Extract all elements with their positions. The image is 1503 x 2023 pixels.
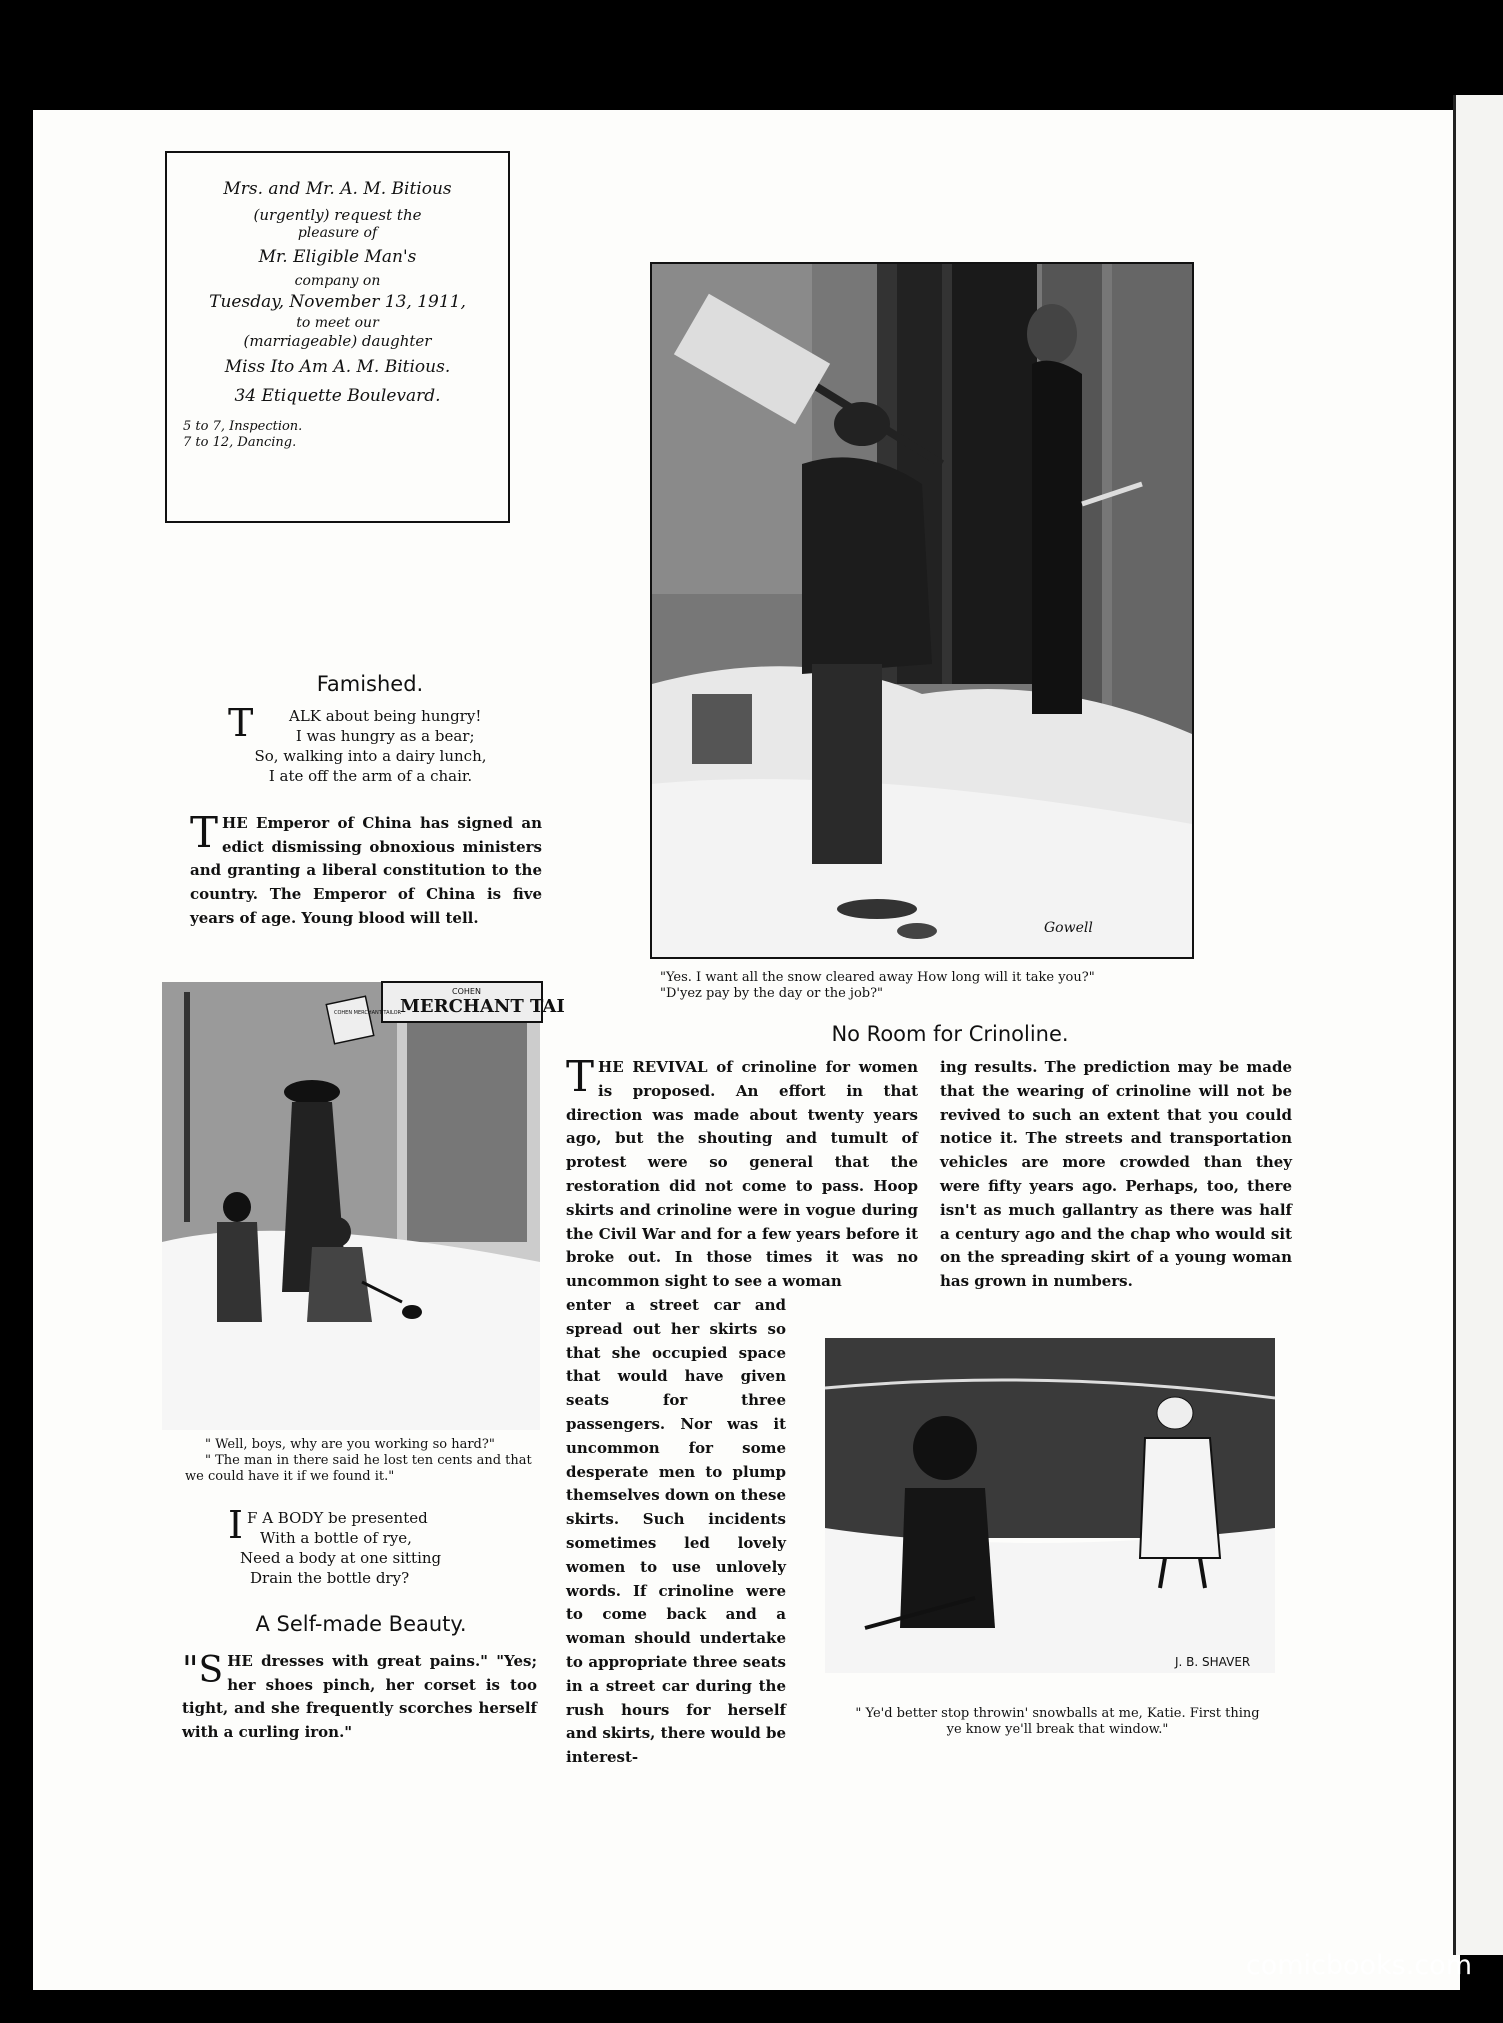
verse-line: So, walking into a dairy lunch, <box>254 747 487 765</box>
caption-line: "Yes. I want all the snow cleared away How long will it take you?" <box>660 970 1095 985</box>
verse-line: Drain the bottle dry? <box>250 1569 410 1587</box>
verse-line: Need a body at one sitting <box>240 1549 442 1567</box>
verse-line: F A BODY be presented <box>247 1509 428 1527</box>
crinoline-column-1b <box>566 1294 786 1770</box>
snow-cartoon-caption <box>660 970 1200 1002</box>
invitation-line: 34 Etiquette Boulevard. <box>234 386 441 406</box>
emperor-paragraph <box>190 808 542 931</box>
invitation-line: to meet our <box>296 315 379 331</box>
snow-cartoon-drawing <box>652 264 1192 957</box>
invitation-times <box>167 419 508 451</box>
snow-cartoon-illustration <box>650 262 1194 959</box>
caption-line: " Well, boys, why are you working so hard?" <box>205 1437 495 1452</box>
invitation-line: (urgently) request the <box>253 206 422 224</box>
verse-line: With a bottle of rye, <box>260 1529 412 1547</box>
invitation-line: company on <box>294 273 381 289</box>
caption-line: " The man in there said he lost ten cents and that we could have it if we found it." <box>185 1453 532 1484</box>
verse-line: I ate off the arm of a chair. <box>268 767 473 785</box>
paragraph-text: enter a street car and spread out her skirts so that she occupied space that would have given seats for three passengers. Nor was it uncommon for some desperate men to plump themselves down on these skirts. Such incidents sometimes led lovely women to use unlovely words. If crinoline were to come back and a woman should undertake to appropriate three seats in a street car during the rush hours for herself and skirts, there would be interest- <box>566 1296 786 1767</box>
drop-cap: I <box>228 1503 244 1547</box>
snowball-cartoon-drawing <box>825 1328 1275 1688</box>
verse-line: ALK about being hungry! <box>288 707 482 725</box>
famished-title: Famished. <box>316 672 424 696</box>
watermark: comicbooks.com <box>1245 1950 1472 1981</box>
boys-cartoon-caption <box>185 1437 540 1485</box>
caption-line: " Ye'd better stop throwin' snowballs at me, Katie. First thing <box>855 1706 1260 1721</box>
hanging-sign: COHEN MERCHANT TAILOR <box>334 1010 402 1016</box>
famished-verse <box>228 701 513 786</box>
snowball-cartoon-illustration <box>825 1328 1275 1688</box>
artist-signature: J. B. SHAVER <box>1175 1655 1251 1669</box>
invitation-line: Mr. Eligible Man's <box>258 247 417 267</box>
paragraph-text: HE REVIVAL of crinoline for women is proposed. An effort in that direction was made about twenty years ago, but the shouting and tumult of protest were so general that the restoration did not come to pass. Hoop skirts and crinoline were in vogue during the Civil War and for a few years before it broke out. In those times it was no uncommon sight to see a woman <box>566 1058 918 1291</box>
drop-cap: T <box>566 1052 595 1101</box>
shop-sign: MERCHANT TAI <box>400 996 565 1017</box>
invitation-line: Miss Ito Am A. M. Bitious. <box>224 357 451 377</box>
invitation-line: (marriageable) daughter <box>243 332 432 350</box>
self-made-paragraph <box>182 1650 537 1745</box>
invitation-line: Mrs. and Mr. A. M. Bitious <box>223 179 452 199</box>
crinoline-title: No Room for Crinoline. <box>831 1022 1069 1046</box>
snowball-cartoon-caption <box>820 1706 1295 1738</box>
drop-cap: T <box>228 701 254 745</box>
shop-sign-small: COHEN <box>452 987 481 996</box>
invitation-line: Tuesday, November 13, 1911, <box>209 292 466 312</box>
crinoline-column-1 <box>566 1052 918 1294</box>
caption-line: "D'yez pay by the day or the job?" <box>660 986 884 1001</box>
body-verse <box>228 1503 468 1588</box>
artist-signature: Gowell <box>1044 920 1093 936</box>
boys-cartoon-drawing <box>162 982 565 1430</box>
crinoline-column-2 <box>940 1056 1292 1294</box>
drop-cap: T <box>190 808 219 857</box>
verse-line: I was hungry as a bear; <box>295 727 475 745</box>
paragraph-text: HE Emperor of China has signed an edict dismissing obnoxious ministers and granting a liberal constitution to the country. The Emperor of China is five years of age. Young blood will tell. <box>190 814 542 927</box>
self-made-title: A Self-made Beauty. <box>255 1612 467 1636</box>
invitation-line: pleasure of <box>297 225 378 241</box>
boys-cartoon-illustration <box>162 982 565 1430</box>
paragraph-text: ing results. The prediction may be made that the wearing of crinoline will not be revived to such an extent that you could notice it. The streets and transportation vehicles are more crowded than they were fifty years ago. Perhaps, too, there isn't as much gallantry as there was half a century ago and the chap who would sit on the spreading skirt of a young woman has grown in numbers. <box>940 1058 1292 1291</box>
drop-cap: "S <box>182 1650 224 1691</box>
paragraph-text: HE dresses with great pains." "Yes; her shoes pinch, her corset is too tight, and she frequently scorches herself with a curling iron." <box>182 1652 537 1742</box>
facing-page-edge <box>1453 95 1503 1955</box>
caption-line: ye know ye'll break that window." <box>946 1722 1169 1737</box>
invitation-time: 7 to 12, Dancing. <box>183 435 297 450</box>
invitation-time: 5 to 7, Inspection. <box>183 419 303 434</box>
invitation-card <box>165 151 510 523</box>
